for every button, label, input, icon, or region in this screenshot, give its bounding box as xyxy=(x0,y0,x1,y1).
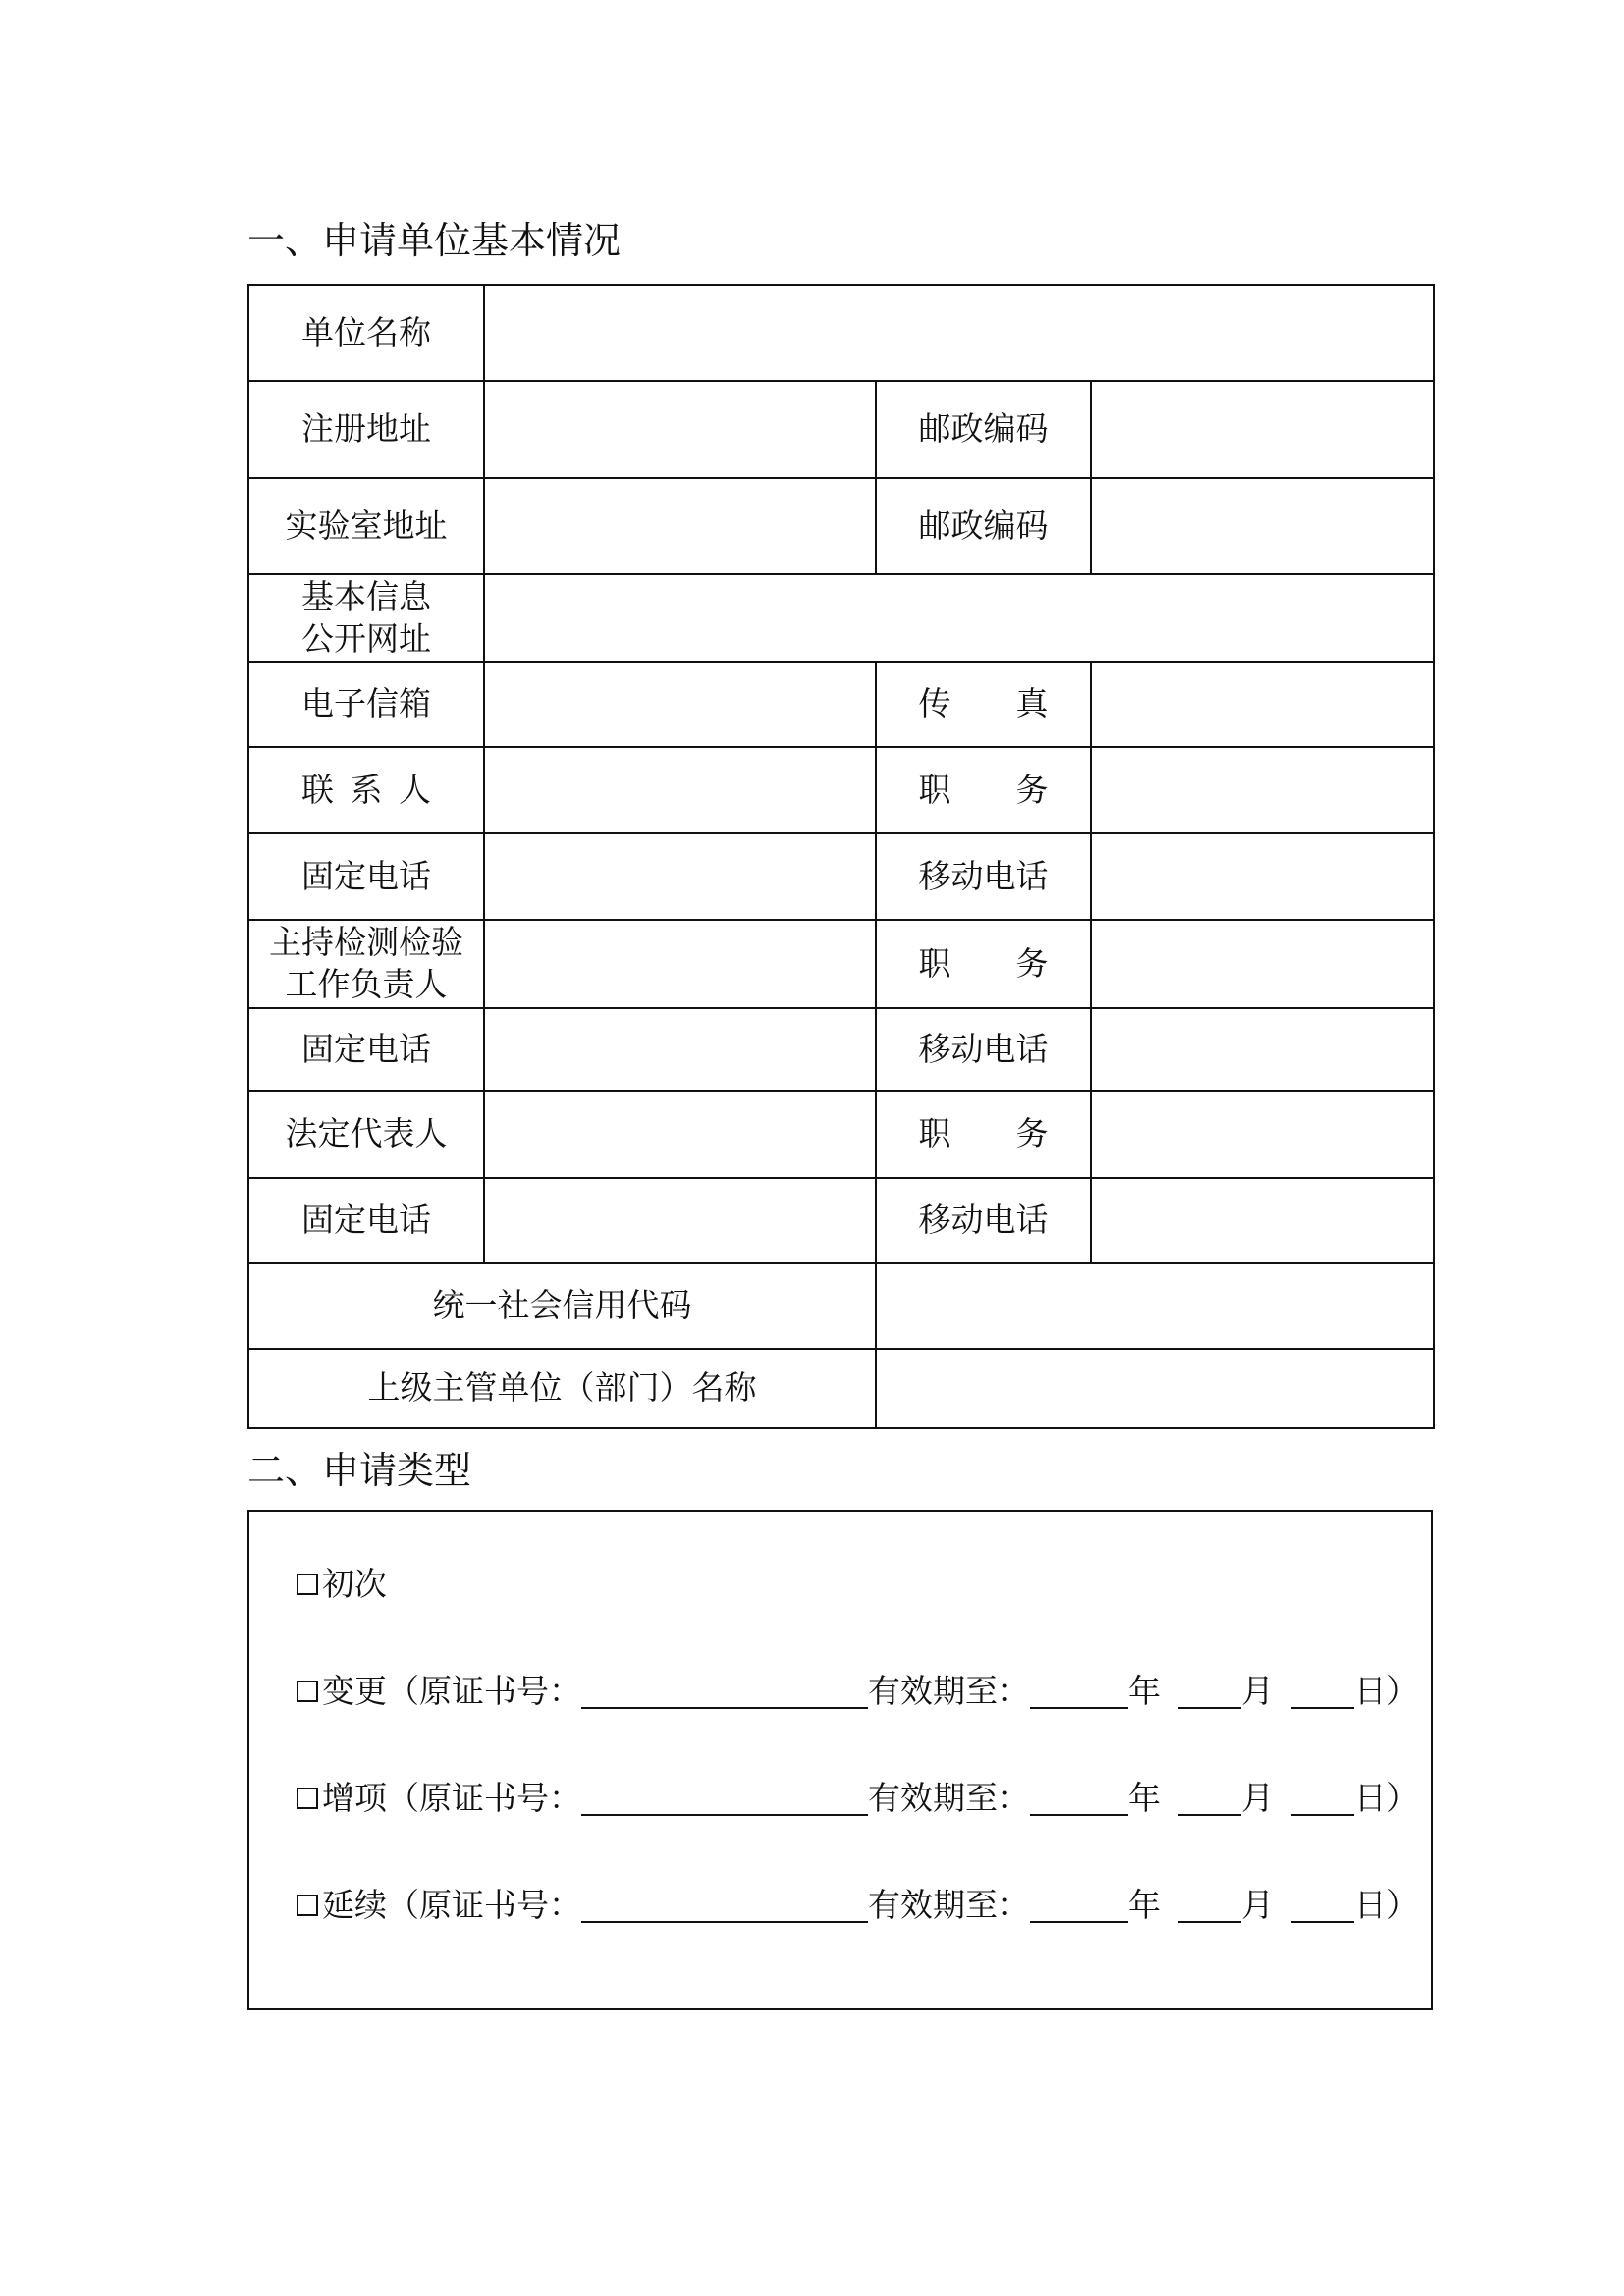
year-label: 年 xyxy=(1128,1672,1161,1710)
inspection-head-field[interactable] xyxy=(484,920,876,1008)
credit-code-label: 统一社会信用代码 xyxy=(248,1263,876,1349)
inspection-head-mobile-field[interactable] xyxy=(1091,1008,1434,1091)
cert-number-blank[interactable] xyxy=(581,1781,868,1816)
legal-rep-field[interactable] xyxy=(484,1091,876,1178)
duty-label-cell xyxy=(876,1091,1091,1178)
postcode-label: 邮政编码 xyxy=(876,478,1091,574)
day-blank[interactable] xyxy=(1291,1781,1354,1816)
website-label-line1: 基本信息 xyxy=(301,576,431,615)
year-blank[interactable] xyxy=(1030,1781,1128,1816)
row-unit-name xyxy=(248,285,1434,381)
duty-label: 职务 xyxy=(918,1114,1049,1153)
year-label: 年 xyxy=(1128,1886,1161,1924)
valid-until-label: 有效期至： xyxy=(868,1886,1030,1924)
legal-rep-duty-field[interactable] xyxy=(1091,1091,1434,1178)
website-label xyxy=(248,574,484,662)
contact-label: 联系人 xyxy=(301,770,431,809)
mobile-label: 移动电话 xyxy=(876,1008,1091,1091)
row-lab-address xyxy=(248,478,1434,574)
month-blank[interactable] xyxy=(1178,1781,1241,1816)
legal-rep-mobile-field[interactable] xyxy=(1091,1178,1434,1263)
year-label: 年 xyxy=(1128,1779,1161,1817)
duty-label: 职务 xyxy=(918,943,1049,983)
row-registered-address xyxy=(248,381,1434,478)
inspection-head-label-line2: 工作负责人 xyxy=(285,965,448,1003)
cert-number-blank[interactable] xyxy=(581,1674,868,1709)
day-blank[interactable] xyxy=(1291,1674,1354,1709)
email-field[interactable] xyxy=(484,662,876,747)
website-label-line2: 公开网址 xyxy=(301,618,431,658)
contact-landline-field[interactable] xyxy=(484,833,876,920)
contact-field[interactable] xyxy=(484,747,876,833)
registered-address-field[interactable] xyxy=(484,381,876,478)
fax-label: 传真 xyxy=(918,684,1049,723)
month-blank[interactable] xyxy=(1178,1888,1241,1923)
day-label: 日） xyxy=(1354,1886,1419,1924)
option-change xyxy=(297,1672,1419,1711)
row-inspection-head xyxy=(248,920,1434,1008)
row-legal-rep xyxy=(248,1091,1434,1178)
inspection-head-landline-field[interactable] xyxy=(484,1008,876,1091)
legal-rep-label: 法定代表人 xyxy=(248,1091,484,1178)
day-blank[interactable] xyxy=(1291,1888,1354,1923)
option-add-item xyxy=(297,1779,1419,1818)
cert-number-blank[interactable] xyxy=(581,1888,868,1923)
checkbox-renewal[interactable] xyxy=(297,1895,318,1916)
row-contact xyxy=(248,747,1434,833)
landline-label: 固定电话 xyxy=(248,1008,484,1091)
email-label: 电子信箱 xyxy=(248,662,484,747)
option-add-item-label: 增项（原证书号： xyxy=(322,1779,581,1817)
day-label: 日） xyxy=(1354,1779,1419,1817)
row-inspection-head-phone xyxy=(248,1008,1434,1091)
contact-duty-field[interactable] xyxy=(1091,747,1434,833)
inspection-head-label-line1: 主持检测检验 xyxy=(269,923,463,962)
row-legal-rep-phone xyxy=(248,1178,1434,1263)
landline-label: 固定电话 xyxy=(248,833,484,920)
contact-mobile-field[interactable] xyxy=(1091,833,1434,920)
duty-label-cell xyxy=(876,920,1091,1008)
application-type-box xyxy=(247,1510,1433,2010)
option-renewal xyxy=(297,1886,1419,1925)
year-blank[interactable] xyxy=(1030,1674,1128,1709)
month-label: 月 xyxy=(1241,1779,1273,1817)
duty-label-cell xyxy=(876,747,1091,833)
row-website xyxy=(248,574,1434,662)
inspection-head-label xyxy=(248,920,484,1008)
registered-postcode-field[interactable] xyxy=(1091,381,1434,478)
postcode-label: 邮政编码 xyxy=(876,381,1091,478)
lab-postcode-field[interactable] xyxy=(1091,478,1434,574)
month-label: 月 xyxy=(1241,1672,1273,1710)
valid-until-label: 有效期至： xyxy=(868,1672,1030,1710)
checkbox-add-item[interactable] xyxy=(297,1788,318,1809)
fax-field[interactable] xyxy=(1091,662,1434,747)
row-contact-phone xyxy=(248,833,1434,920)
superior-unit-label: 上级主管单位（部门）名称 xyxy=(248,1349,876,1428)
lab-address-label: 实验室地址 xyxy=(248,478,484,574)
mobile-label: 移动电话 xyxy=(876,833,1091,920)
inspection-head-duty-field[interactable] xyxy=(1091,920,1434,1008)
day-label: 日） xyxy=(1354,1672,1419,1710)
row-email xyxy=(248,662,1434,747)
credit-code-field[interactable] xyxy=(876,1263,1434,1349)
fax-label-cell xyxy=(876,662,1091,747)
option-initial-label: 初次 xyxy=(322,1565,387,1603)
legal-rep-landline-field[interactable] xyxy=(484,1178,876,1263)
section-2-title: 二、申请类型 xyxy=(247,1449,472,1492)
unit-name-label: 单位名称 xyxy=(248,285,484,381)
contact-label-cell xyxy=(248,747,484,833)
month-label: 月 xyxy=(1241,1886,1273,1924)
month-blank[interactable] xyxy=(1178,1674,1241,1709)
row-superior-unit xyxy=(248,1349,1434,1428)
website-field[interactable] xyxy=(484,574,1434,662)
option-initial xyxy=(297,1565,387,1604)
unit-name-field[interactable] xyxy=(484,285,1434,381)
valid-until-label: 有效期至： xyxy=(868,1779,1030,1817)
mobile-label: 移动电话 xyxy=(876,1178,1091,1263)
year-blank[interactable] xyxy=(1030,1888,1128,1923)
registered-address-label: 注册地址 xyxy=(248,381,484,478)
lab-address-field[interactable] xyxy=(484,478,876,574)
option-change-label: 变更（原证书号： xyxy=(322,1672,581,1710)
landline-label: 固定电话 xyxy=(248,1178,484,1263)
checkbox-initial[interactable] xyxy=(297,1574,318,1595)
checkbox-change[interactable] xyxy=(297,1681,318,1702)
section-1-title: 一、申请单位基本情况 xyxy=(247,219,622,262)
applicant-info-table xyxy=(247,284,1435,1429)
row-credit-code xyxy=(248,1263,1434,1349)
superior-unit-field[interactable] xyxy=(876,1349,1434,1428)
option-renewal-label: 延续（原证书号： xyxy=(322,1886,581,1924)
duty-label: 职务 xyxy=(918,770,1049,809)
